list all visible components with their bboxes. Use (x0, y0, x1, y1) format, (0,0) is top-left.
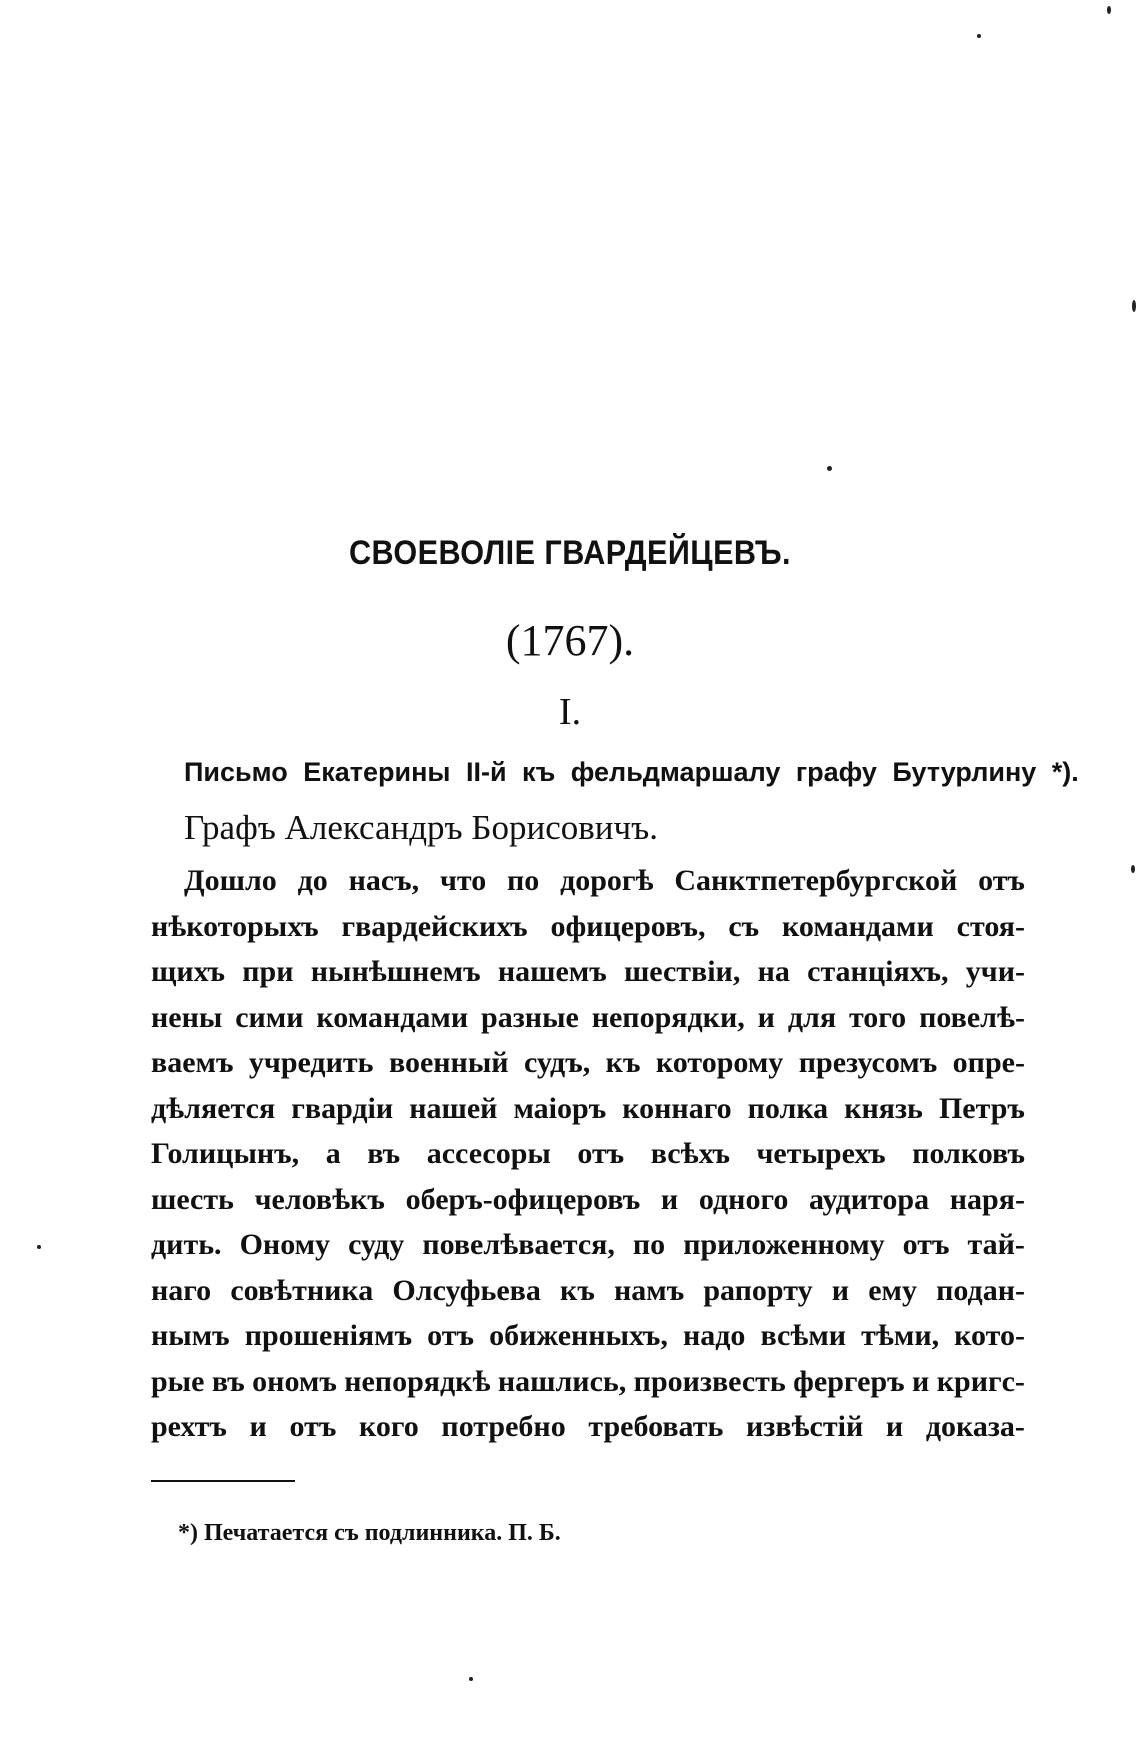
body-word: а (325, 1137, 341, 1170)
body-word: полка (747, 1091, 829, 1125)
body-word: станціяхъ, (807, 955, 949, 988)
body-word: кого (359, 1410, 419, 1443)
body-word: которому (655, 1046, 784, 1079)
body-word: нѣкоторыхъ (151, 909, 319, 943)
scan-speck (37, 1245, 41, 1249)
body-word: учи- (965, 955, 1025, 988)
body-word: одного (698, 1182, 789, 1216)
body-word: произвесть (633, 1364, 786, 1398)
body-word: отъ (427, 1319, 474, 1352)
body-word: и (249, 1410, 267, 1443)
body-word: шесть (151, 1182, 234, 1216)
body-word: маіоръ (513, 1091, 607, 1125)
body-word: ваемъ (151, 1046, 234, 1079)
body-word: дорогѣ (560, 864, 654, 897)
body-word: аудитора (809, 1182, 930, 1216)
body-word: князь (844, 1091, 923, 1125)
body-word: сими (235, 1000, 304, 1034)
body-word: Санктпетербургской (674, 864, 958, 897)
body-word: совѣтника (230, 1273, 374, 1307)
body-word: для (787, 1000, 837, 1034)
body-word: Дошло (184, 864, 277, 897)
body-word: нены (151, 1000, 223, 1034)
body-word: офицеровъ, (550, 909, 706, 943)
body-word: обиженныхъ, (489, 1319, 668, 1352)
body-word: доказа- (925, 1410, 1025, 1443)
section-number: I. (558, 691, 582, 733)
body-line (151, 1359, 1025, 1405)
body-word: командами (316, 1000, 469, 1034)
body-word: намъ (613, 1273, 685, 1307)
body-word: отъ (978, 864, 1025, 897)
body-word: гвардіи (291, 1091, 394, 1125)
body-line (151, 1404, 1025, 1450)
body-word: коннаго (622, 1091, 732, 1125)
body-word: полковъ (912, 1137, 1025, 1170)
body-line (151, 1040, 1025, 1086)
scan-speck (1131, 865, 1135, 873)
body-word: всѣми (760, 1319, 847, 1352)
letter-body (151, 858, 1025, 1450)
body-word: командами (782, 909, 934, 943)
body-word: гвардейскихъ (341, 909, 528, 943)
body-word: Петръ (938, 1091, 1025, 1125)
body-word: кото- (954, 1319, 1025, 1352)
body-line (151, 949, 1025, 995)
body-word: дѣляется (151, 1091, 276, 1125)
body-word: нынѣшнемъ (310, 955, 481, 988)
body-word: щихъ (151, 955, 225, 988)
body-word: ассесоры (426, 1137, 551, 1170)
body-word: фергеръ (793, 1364, 905, 1398)
body-line (151, 1131, 1025, 1177)
body-line (151, 1313, 1025, 1359)
footnote: *) Печатается съ подлинника. П. Б. (178, 1520, 561, 1546)
body-word: надо (682, 1319, 746, 1352)
body-line (151, 1177, 1025, 1223)
body-word: нашемъ (497, 955, 607, 988)
body-word: стоя- (956, 909, 1025, 943)
body-word: рехтъ (151, 1410, 227, 1443)
body-word: въ (367, 1137, 401, 1170)
body-word: судъ, (524, 1046, 591, 1079)
body-word: и (912, 1364, 930, 1398)
body-word: дить. (151, 1228, 222, 1261)
scan-speck (977, 34, 981, 38)
body-word: отъ (577, 1137, 625, 1170)
body-word: требовать (588, 1410, 724, 1443)
body-word: и (885, 1410, 904, 1443)
body-word: отъ (902, 1228, 950, 1261)
body-word: извѣстій (746, 1410, 864, 1443)
scan-speck (1107, 6, 1111, 14)
body-line (151, 995, 1025, 1041)
footnote-divider (151, 1480, 295, 1482)
body-word: и (757, 1000, 775, 1034)
letter-salutation: Графъ Александръ Борисовичъ. (184, 808, 658, 847)
body-word: четырехъ (756, 1137, 886, 1170)
body-word: при (242, 955, 294, 988)
body-word: ономъ (252, 1364, 337, 1398)
body-line (151, 1222, 1025, 1268)
body-word: презусомъ (798, 1046, 938, 1079)
article-title: СВОЕВОЛІЕ ГВАРДЕЙЦЕВЪ. (349, 534, 791, 572)
body-word: учредить (248, 1046, 374, 1079)
body-word: къ (605, 1046, 641, 1079)
body-word: Голицынъ, (151, 1137, 300, 1170)
body-word: отъ (289, 1410, 337, 1443)
body-word: суду (348, 1228, 405, 1261)
scan-speck (1132, 300, 1136, 312)
body-word: на (757, 955, 790, 988)
body-word: рые (151, 1364, 205, 1398)
body-word: нашей (409, 1091, 498, 1125)
body-word: рапорту (703, 1273, 813, 1307)
body-word: потребно (441, 1410, 566, 1443)
body-word: всѣхъ (650, 1137, 730, 1170)
body-word: приложенному (683, 1228, 885, 1261)
body-word: къ (560, 1273, 595, 1307)
body-word: непорядкѣ (344, 1364, 491, 1398)
body-word: оберъ-офицеровъ (405, 1182, 641, 1216)
body-word: разные (481, 1000, 579, 1034)
body-word: въ (211, 1364, 245, 1398)
body-word: повелѣвается, (422, 1228, 615, 1261)
body-word: человѣкъ (254, 1182, 385, 1216)
scan-speck (827, 466, 832, 471)
body-line (151, 904, 1025, 950)
scan-speck (469, 1677, 473, 1681)
body-word: того (848, 1000, 907, 1034)
body-word: подан- (936, 1273, 1025, 1307)
body-word: военный (388, 1046, 509, 1079)
body-word: повелѣ- (919, 1000, 1025, 1034)
body-word: Олсуфьева (392, 1273, 541, 1307)
body-word: и (660, 1182, 679, 1216)
body-word: по (506, 864, 540, 897)
body-word: Оному (239, 1228, 331, 1261)
body-word: съ (728, 909, 760, 943)
letter-heading: Письмо Екатерины II-й къ фельдмаршалу графу Бутурлину *). (184, 757, 1079, 787)
body-word: опре- (952, 1046, 1025, 1079)
body-word: и (831, 1273, 850, 1307)
body-line (151, 1086, 1025, 1132)
body-line (151, 1268, 1025, 1314)
body-word: прошеніямъ (244, 1319, 413, 1352)
body-word: тай- (967, 1228, 1025, 1261)
body-word: по (632, 1228, 666, 1261)
body-word: нашлись, (497, 1364, 627, 1398)
body-word: нымъ (151, 1319, 230, 1352)
body-word: что (439, 864, 487, 897)
body-word: шествіи, (623, 955, 741, 988)
body-word: непорядки, (591, 1000, 745, 1034)
body-word: наго (151, 1273, 212, 1307)
body-word: ему (868, 1273, 917, 1307)
body-line (151, 858, 1025, 904)
body-word: тѣми, (861, 1319, 940, 1352)
article-year: (1767). (505, 616, 635, 665)
body-word: кригс- (936, 1364, 1025, 1398)
body-word: до (297, 864, 328, 897)
body-word: насъ, (348, 864, 420, 897)
body-word: наря- (949, 1182, 1025, 1216)
